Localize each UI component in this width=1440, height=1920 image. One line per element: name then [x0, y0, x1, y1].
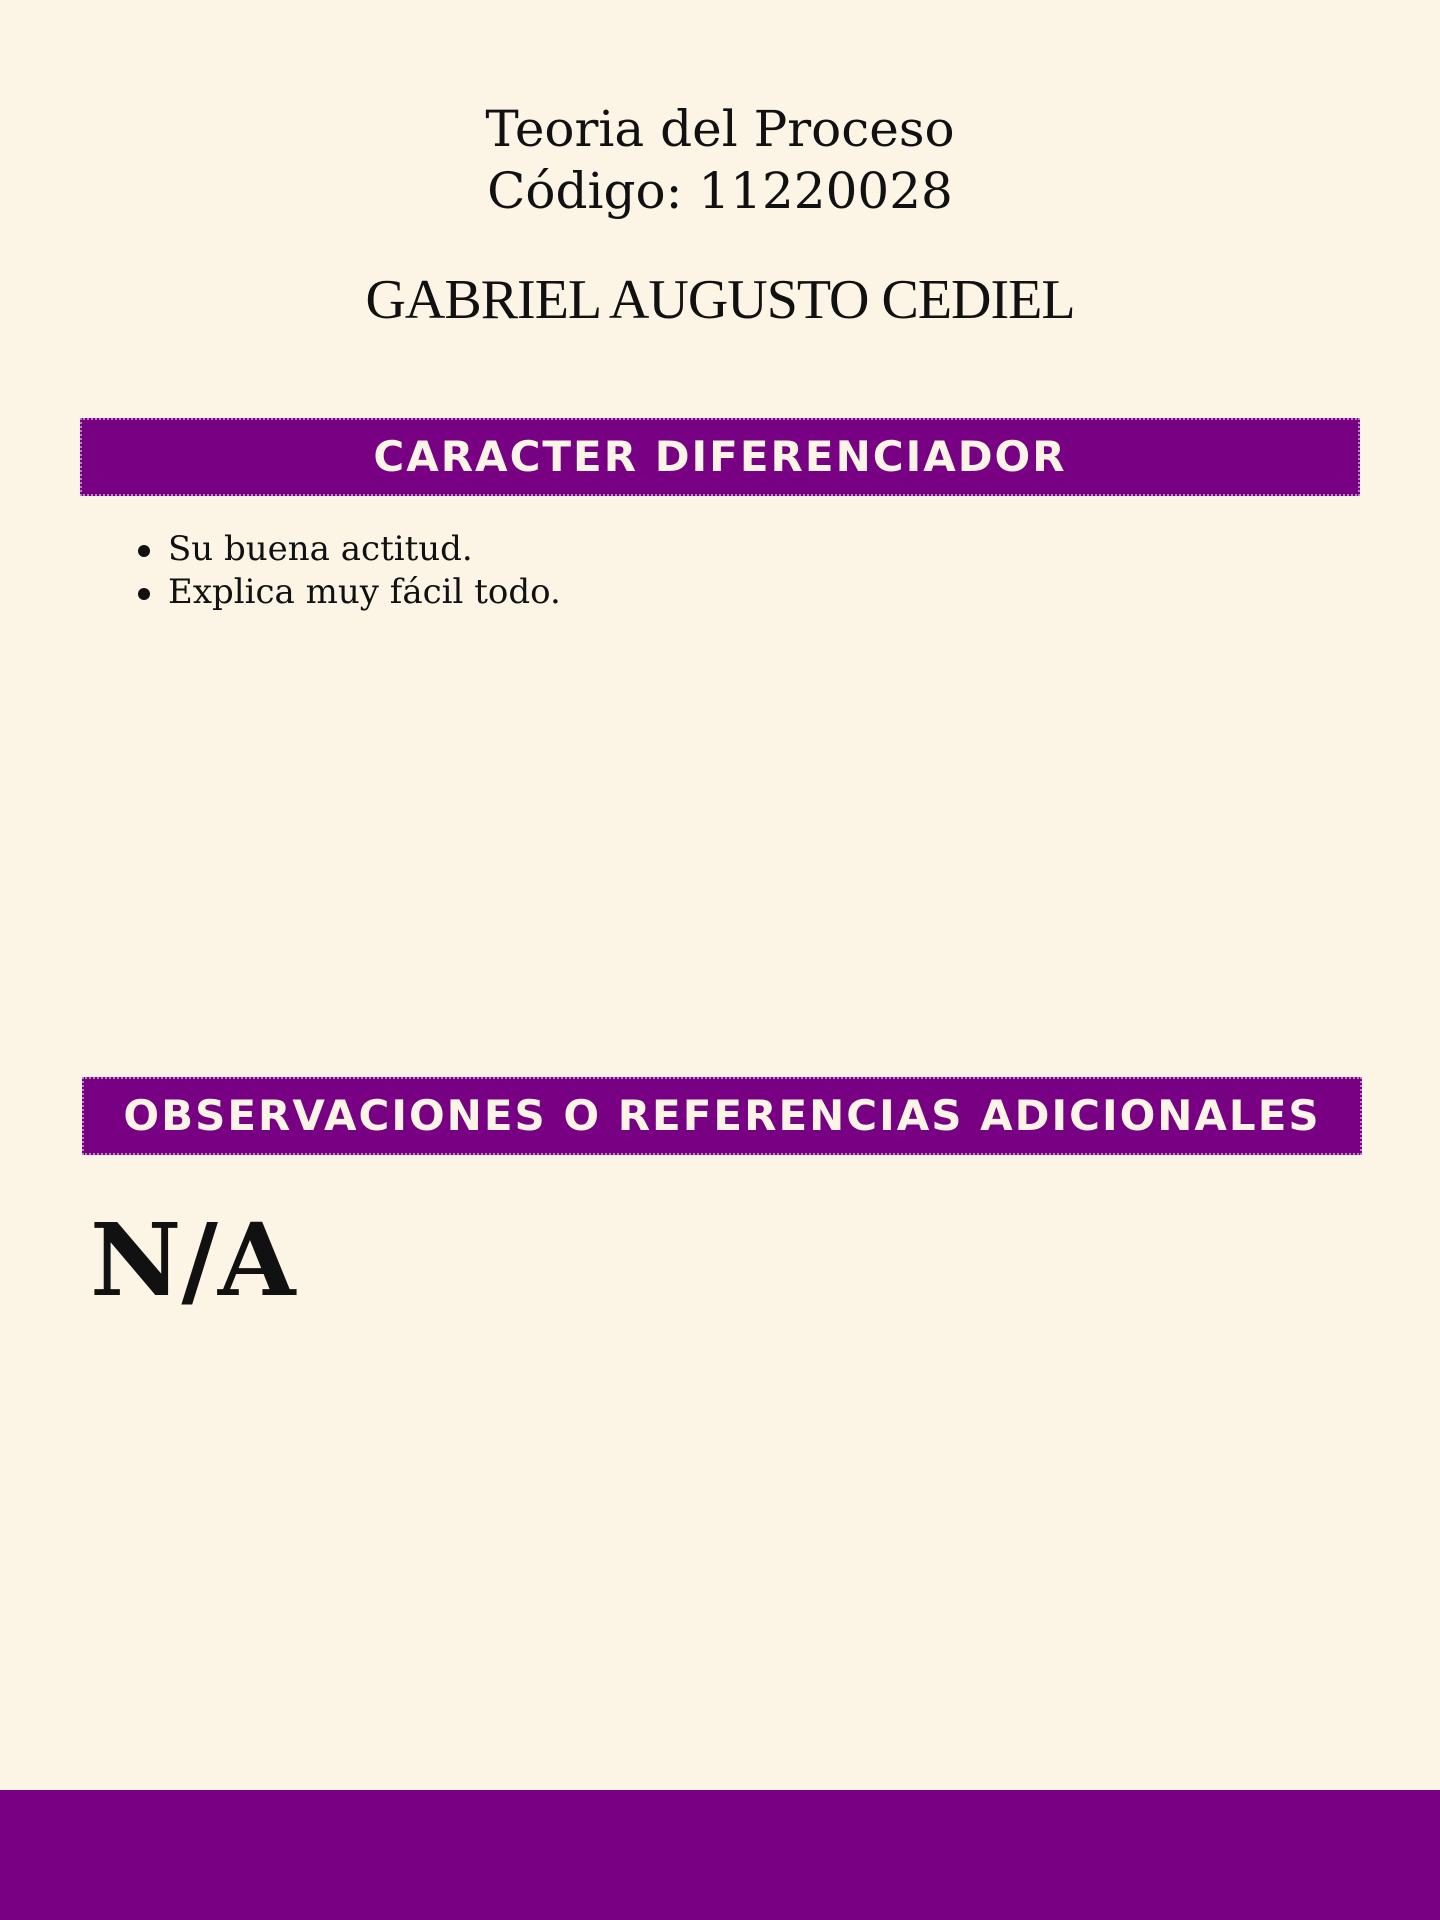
- bullet-icon: [138, 588, 150, 600]
- title-block: [0, 98, 1440, 222]
- observations-text: N/A: [90, 1201, 296, 1319]
- list-item-text: Explica muy fácil todo.: [168, 572, 561, 612]
- teacher-name: GABRIEL AUGUSTO CEDIEL: [365, 269, 1075, 331]
- footer-band: [0, 1790, 1440, 1920]
- list-item: [130, 571, 561, 614]
- section-heading-caracter-diferenciador: CARACTER DIFERENCIADOR: [80, 418, 1360, 496]
- course-title: Teoria del Proceso: [485, 100, 955, 158]
- list-item-text: Su buena actitud.: [168, 529, 473, 569]
- course-code: Código: 11220028: [487, 162, 953, 220]
- trait-list: [130, 528, 561, 614]
- bullet-icon: [138, 545, 150, 557]
- list-item: [130, 528, 561, 571]
- section-heading-observaciones: OBSERVACIONES O REFERENCIAS ADICIONALES: [82, 1077, 1362, 1155]
